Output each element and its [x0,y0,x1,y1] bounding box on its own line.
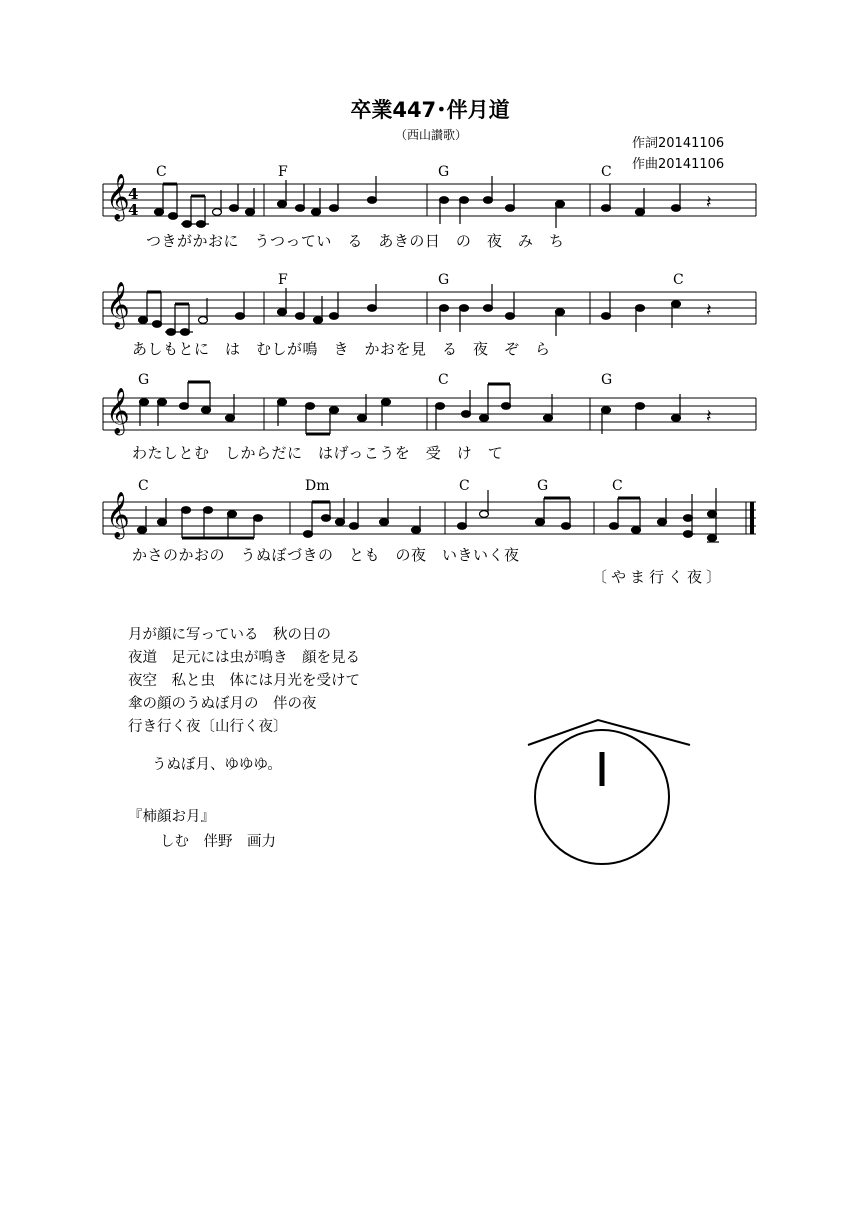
chord-symbol: C [673,272,684,288]
quarter-rest-icon: 𝄽 [706,192,712,213]
chord-symbol: G [438,272,450,288]
lyric-line: あしもとに は むしが鳴 き かおを見 る 夜 ぞ ら [132,340,551,358]
quarter-rest-icon: 𝄽 [706,300,712,321]
persimmon-face-illustration [528,720,690,864]
chord-symbol: G [601,372,613,388]
subtitle: （西山讃歌） [395,128,468,142]
chord-symbol: C [156,164,167,180]
staff-system-1 [103,164,756,250]
chord-symbol: C [601,164,612,180]
chord-symbol: G [438,164,450,180]
staff-system-3 [103,372,756,462]
poem-line: 夜道 足元には虫が鳴き 顔を見る [128,650,360,666]
chord-symbol: C [438,372,449,388]
lyric-line: わたしとむ しからだに はげっこうを 受 け て [132,444,504,462]
chord-symbol: Dm [305,478,330,494]
poem-line: 月が顔に写っている 秋の日の [128,627,331,643]
treble-clef-icon: 𝄞 [106,492,130,538]
staff-system-4 [103,478,756,564]
poem-line: 傘の顔のうぬぼ月の 伴の夜 [128,696,317,712]
treble-clef-icon: 𝄞 [106,388,130,434]
lyric-line: つきがかおに うつってい る あきの日 の 夜 み ち [146,232,565,250]
chord-symbol: C [138,478,149,494]
hat-outline [528,720,690,745]
staff-system-2 [103,272,756,358]
echo-line: うぬぼ月、ゆゆゆ。 [152,757,282,773]
page-title: 卒業447･伴月道 [350,98,510,122]
treble-clef-icon: 𝄞 [106,282,130,328]
chord-symbol: G [138,372,150,388]
treble-clef-icon: 𝄞 [106,174,130,220]
chord-symbol: C [459,478,470,494]
chord-symbol: C [612,478,623,494]
work-title: 『柿顔お月』 [128,809,215,825]
chord-symbol: F [278,272,288,288]
chord-symbol: F [278,164,288,180]
time-signature-top: 4 [128,185,139,203]
variant-lyric: 〔やま行く夜〕 [592,568,726,586]
quarter-rest-icon: 𝄽 [706,406,712,427]
time-signature-bottom: 4 [128,201,139,219]
chord-symbol: G [537,478,549,494]
face-circle [535,730,669,864]
lyricist-credit: 作詞20141106 [632,136,725,151]
lyric-line: かさのかおの うぬぼづきの とも の夜 いきいく夜 [132,546,520,564]
notes-system-3 [140,382,681,434]
composer-credit: 作曲20141106 [632,157,725,172]
poem-line: 行き行く夜〔山行く夜〕 [128,719,288,735]
author-line: しむ 伴野 画力 [160,834,276,850]
poem-line: 夜空 私と虫 体には月光を受けて [128,673,360,689]
